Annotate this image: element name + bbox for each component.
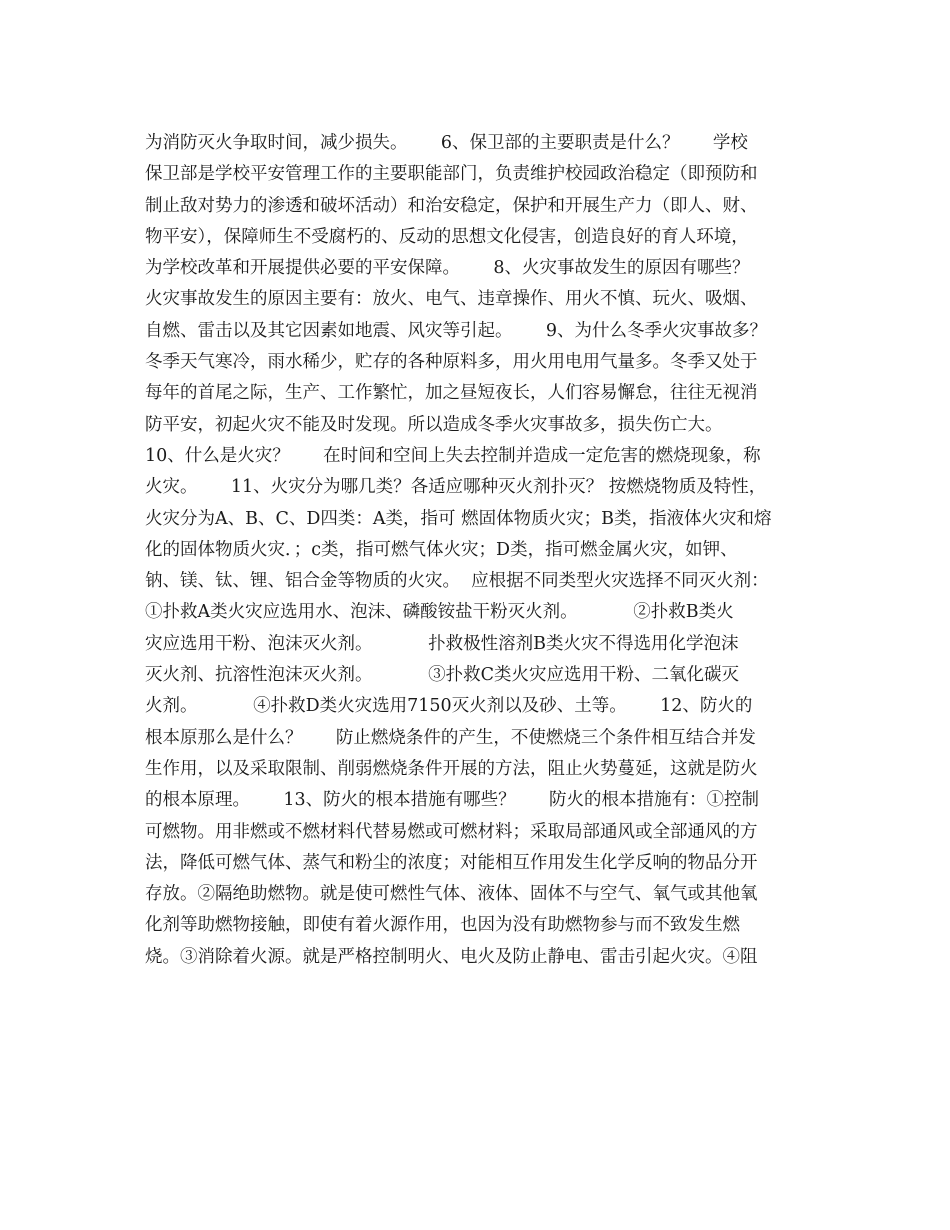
text-line: 灭火剂、抗溶性泡沫灭火剂。 ③扑救C类火灾应选用干粉、二氧化碳灭 [145, 665, 740, 686]
text-line: 冬季天气寒冷，雨水稀少，贮存的各种原料多，用火用电用气量多。冬季又处于 [145, 352, 758, 373]
body-text [145, 128, 815, 973]
text-line: 火灾。 11、火灾分为哪几类？各适应哪种灭火剂扑灭？ 按燃烧物质及特性， [145, 477, 767, 498]
text-line: 存放。②隔绝助燃物。就是使可燃性气体、液体、固体不与空气、氧气或其他氧 [145, 884, 758, 905]
text-line: 火灾分为A、B、C、D四类：A类，指可 燃固体物质火灾；B类，指液体火灾和熔 [145, 508, 772, 529]
text-line: 火灾事故发生的原因主要有：放火、电气、违章操作、用火不慎、玩火、吸烟、 [145, 289, 758, 310]
text-line: 法，降低可燃气体、蒸气和粉尘的浓度；对能相互作用发生化学反响的物品分开 [145, 852, 758, 873]
text-line: 生作用，以及采取限制、削弱燃烧条件开展的方法，阻止火势蔓延，这就是防火 [145, 758, 758, 779]
text-line: 钠、镁、钛、锂、铝合金等物质的火灾。 应根据不同类型火灾选择不同灭火剂： [145, 571, 769, 592]
text-line: ①扑救A类火灾应选用水、泡沫、磷酸铵盐干粉灭火剂。 ②扑救B类火 [145, 602, 734, 623]
text-line: 防平安，初起火灾不能及时发现。所以造成冬季火灾事故多，损失伤亡大。 [145, 414, 723, 435]
text-line: 的根本原理。 13、防火的根本措施有哪些？ 防火的根本措施有：①控制 [145, 790, 760, 811]
text-line: 化剂等助燃物接触，即使有着火源作用，也因为没有助燃物参与而不致发生燃 [145, 915, 740, 936]
text-line: 化的固体物质火灾．；c类，指可燃气体火灾；D类，指可燃金属火灾，如钾、 [145, 539, 738, 560]
text-line: 为学校改革和开展提供必要的平安保障。 8、火灾事故发生的原因有哪些？ [145, 258, 750, 279]
text-line: 自燃、雷击以及其它因素如地震、风灾等引起。 9、为什么冬季火灾事故多？ [145, 320, 768, 341]
text-line: 灾应选用干粉、泡沫灭火剂。 扑救极性溶剂B类火灾不得选用化学泡沫 [145, 633, 739, 654]
text-line: 烧。③消除着火源。就是严格控制明火、电火及防止静电、雷击引起火灾。④阻 [145, 946, 758, 967]
text-line: 根本原那么是什么？ 防止燃烧条件的产生，不使燃烧三个条件相互结合并发 [145, 727, 756, 748]
text-line: 火剂。 ④扑救D类火灾选用7150灭火剂以及砂、土等。 12、防火的 [145, 696, 753, 717]
text-line: 可燃物。用非燃或不燃材料代替易燃或可燃材料；采取局部通风或全部通风的方 [145, 821, 758, 842]
text-line: 10、什么是火灾？ 在时间和空间上失去控制并造成一定危害的燃烧现象，称 [145, 445, 761, 466]
text-line: 物平安），保障师生不受腐朽的、反动的思想文化侵害，创造良好的育人环境， [145, 226, 749, 247]
text-line: 制止敌对势力的渗透和破坏活动）和治安稳定，保护和开展生产力（即人、财、 [145, 195, 758, 216]
text-line: 每年的首尾之际，生产、工作繁忙，加之昼短夜长，人们容易懈怠，往往无视消 [145, 383, 758, 404]
text-line: 保卫部是学校平安管理工作的主要职能部门，负责维护校园政治稳定（即预防和 [145, 164, 758, 185]
text-line: 为消防灭火争取时间，减少损失。 6、保卫部的主要职责是什么？ 学校 [145, 133, 748, 153]
